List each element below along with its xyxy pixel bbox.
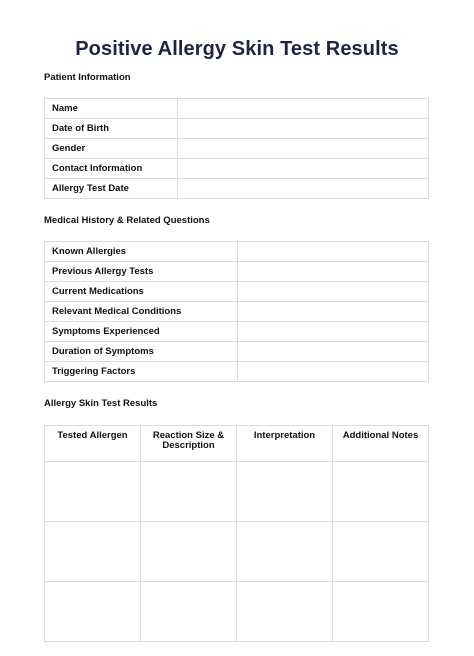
contact-information-field[interactable] — [178, 159, 429, 179]
tested-allergen-cell[interactable] — [45, 462, 141, 522]
table-row — [45, 262, 429, 282]
tested-allergen-cell[interactable] — [45, 582, 141, 642]
gender-field[interactable] — [178, 139, 429, 159]
column-header-additional-notes: Additional Notes — [333, 426, 429, 462]
field-label-allergy-test-date: Allergy Test Date — [45, 179, 178, 199]
reaction-size-cell[interactable] — [141, 582, 237, 642]
triggering-factors-field[interactable] — [238, 362, 429, 382]
table-row — [45, 119, 429, 139]
known-allergies-field[interactable] — [238, 242, 429, 262]
name-field[interactable] — [178, 99, 429, 119]
interpretation-cell[interactable] — [237, 582, 333, 642]
table-row — [45, 242, 429, 262]
field-label-symptoms-experienced: Symptoms Experienced — [45, 322, 238, 342]
tested-allergen-cell[interactable] — [45, 522, 141, 582]
medical-history-table — [44, 241, 429, 382]
medical-history-heading: Medical History & Related Questions — [44, 215, 210, 226]
table-row — [45, 179, 429, 199]
column-header-reaction-size: Reaction Size & Description — [141, 426, 237, 462]
patient-information-table — [44, 98, 429, 199]
field-label-date-of-birth: Date of Birth — [45, 119, 178, 139]
field-label-known-allergies: Known Allergies — [45, 242, 238, 262]
table-row — [45, 322, 429, 342]
field-label-current-medications: Current Medications — [45, 282, 238, 302]
additional-notes-cell[interactable] — [333, 582, 429, 642]
relevant-medical-conditions-field[interactable] — [238, 302, 429, 322]
table-row — [45, 282, 429, 302]
field-label-gender: Gender — [45, 139, 178, 159]
field-label-name: Name — [45, 99, 178, 119]
current-medications-field[interactable] — [238, 282, 429, 302]
interpretation-cell[interactable] — [237, 462, 333, 522]
skin-test-results-table — [44, 425, 429, 642]
table-row — [45, 522, 429, 582]
allergy-test-date-field[interactable] — [178, 179, 429, 199]
field-label-duration-of-symptoms: Duration of Symptoms — [45, 342, 238, 362]
field-label-contact-information: Contact Information — [45, 159, 178, 179]
symptoms-experienced-field[interactable] — [238, 322, 429, 342]
table-row — [45, 302, 429, 322]
additional-notes-cell[interactable] — [333, 522, 429, 582]
previous-allergy-tests-field[interactable] — [238, 262, 429, 282]
reaction-size-cell[interactable] — [141, 522, 237, 582]
date-of-birth-field[interactable] — [178, 119, 429, 139]
table-row — [45, 582, 429, 642]
column-header-interpretation: Interpretation — [237, 426, 333, 462]
table-row — [45, 139, 429, 159]
patient-information-heading: Patient Information — [44, 72, 131, 83]
field-label-triggering-factors: Triggering Factors — [45, 362, 238, 382]
column-header-tested-allergen: Tested Allergen — [45, 426, 141, 462]
additional-notes-cell[interactable] — [333, 462, 429, 522]
field-label-previous-allergy-tests: Previous Allergy Tests — [45, 262, 238, 282]
duration-of-symptoms-field[interactable] — [238, 342, 429, 362]
table-row — [45, 462, 429, 522]
page-title: Positive Allergy Skin Test Results — [75, 38, 399, 60]
table-row — [45, 99, 429, 119]
table-row — [45, 362, 429, 382]
field-label-relevant-medical-conditions: Relevant Medical Conditions — [45, 302, 238, 322]
table-row — [45, 159, 429, 179]
interpretation-cell[interactable] — [237, 522, 333, 582]
table-row — [45, 342, 429, 362]
skin-test-results-heading: Allergy Skin Test Results — [44, 398, 158, 409]
reaction-size-cell[interactable] — [141, 462, 237, 522]
table-header-row — [45, 426, 429, 462]
